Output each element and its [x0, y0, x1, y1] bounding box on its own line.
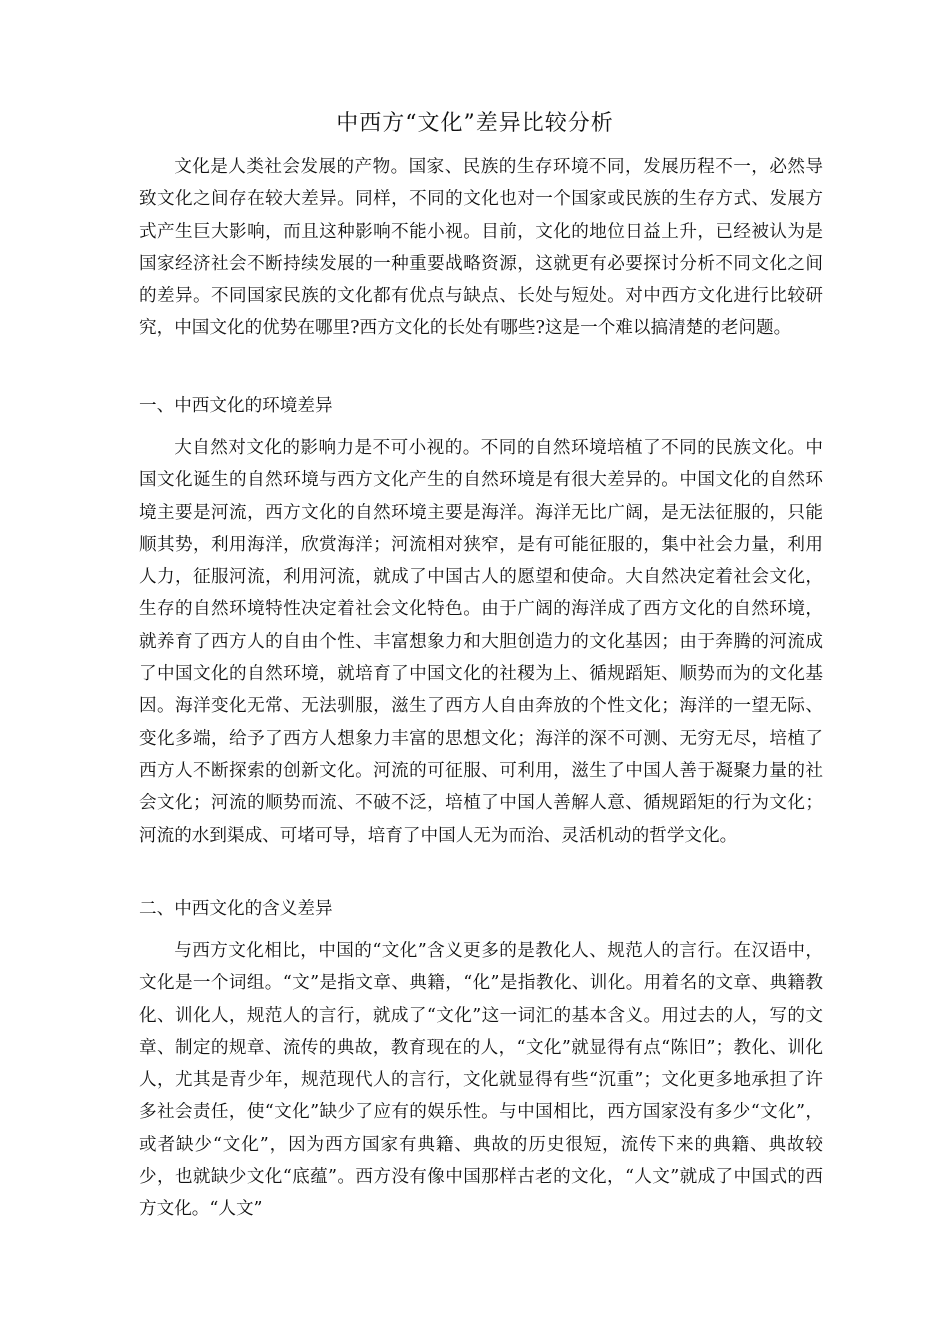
section-heading-environment: 一、中西文化的环境差异: [139, 396, 333, 416]
section-heading-meaning: 二、中西文化的含义差异: [139, 899, 333, 919]
intro-paragraph: 文化是人类社会发展的产物。国家、民族的生存环境不同，发展历程不一，必然导致文化之间存在较大差异。同样，不同的文化也对一个国家或民族的生存方式、发展方式产生巨大影响，而且这种影响不能小视。目前，文化的地位日益上升，已经被认为是国家经济社会不断持续发展的一种重要战略资源，这就更有必要探讨分析不同文化之间的差异。不同国家民族的文化都有优点与缺点、长处与短处。对中西方文化进行比较研究，中国文化的优势在哪里?西方文化的长处有哪些?这是一个难以搞清楚的老问题。: [139, 157, 823, 339]
section-body-meaning: 与西方文化相比，中国的“文化”含义更多的是教化人、规范人的言行。在汉语中，文化是一个词组。“文”是指文章、典籍，“化”是指教化、训化。用着名的文章、典籍教化、训化人，规范人的言行，就成了“文化”这一词汇的基本含义。用过去的人，写的文章、制定的规章、流传的典故，教育现在的人，“文化”就显得有点“陈旧”；教化、训化人，尤其是青少年，规范现代人的言行，文化就显得有些“沉重”；文化更多地承担了许多社会责任，使“文化”缺少了应有的娱乐性。与中国相比，西方国家没有多少“文化”，或者缺少“文化”，因为西方国家有典籍、典故的历史很短，流传下来的典籍、典故较少，也就缺少文化“底蕴”。西方没有像中国那样古老的文化，“人文”就成了中国式的西方文化。“人文”: [139, 941, 823, 1220]
document-title: 中西方“文化”差异比较分析: [336, 111, 614, 136]
section-body-environment: 大自然对文化的影响力是不可小视的。不同的自然环境培植了不同的民族文化。中国文化诞生的自然环境与西方文化产生的自然环境是有很大差异的。中国文化的自然环境主要是河流，西方文化的自然环境主要是海洋。海洋无比广阔，是无法征服的，只能顺其势，利用海洋，欣赏海洋；河流相对狭窄，是有可能征服的，集中社会力量，利用人力，征服河流，利用河流，就成了中国古人的愿望和使命。大自然决定着社会文化，生存的自然环境特性决定着社会文化特色。由于广阔的海洋成了西方文化的自然环境，就养育了西方人的自由个性、丰富想象力和大胆创造力的文化基因；由于奔腾的河流成了中国文化的自然环境，就培育了中国文化的社稷为上、循规蹈矩、顺势而为的文化基因。海洋变化无常、无法驯服，滋生了西方人自由奔放的个性文化；海洋的一望无际、变化多端，给予了西方人想象力丰富的思想文化；海洋的深不可测、无穷无尽，培植了西方人不断探索的创新文化。河流的可征服、可利用，滋生了中国人善于凝聚力量的社会文化；河流的顺势而流、不破不泛，培植了中国人善解人意、循规蹈矩的行为文化；河流的水到渠成、可堵可导，培育了中国人无为而治、灵活机动的哲学文化。: [139, 438, 823, 846]
